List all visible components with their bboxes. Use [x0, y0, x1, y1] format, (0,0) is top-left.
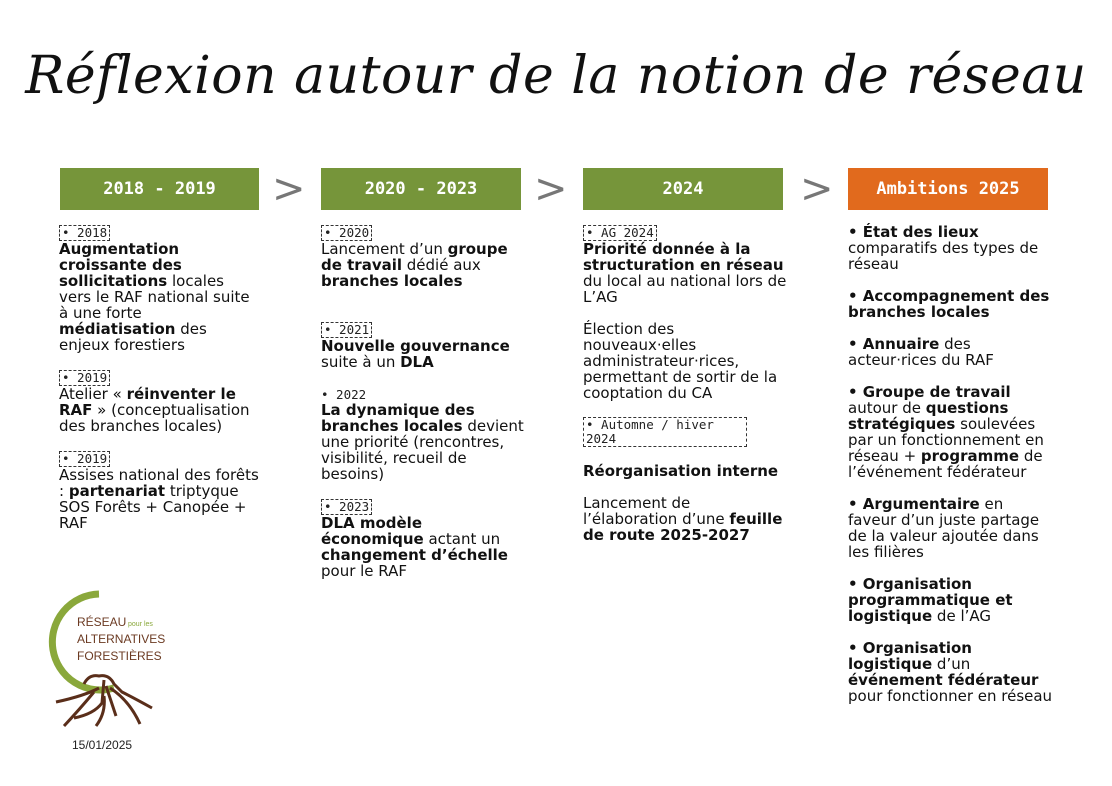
timeline-entry [59, 369, 259, 434]
year-tag: • 2019 [59, 370, 110, 386]
column-2018-2019 [59, 224, 259, 547]
timeline-entry [321, 321, 526, 370]
entry-text: de l’événement fédérateur [848, 447, 1043, 481]
entry-text: Lancement de l’élaboration d’une [583, 494, 730, 528]
entry-text: autour de [848, 399, 926, 417]
entry-text: suite à un [321, 353, 401, 371]
year-tag: • AG 2024 [583, 225, 657, 241]
entry-bold: réinventer le RAF [59, 385, 236, 419]
logo-line1: RÉSEAU [77, 615, 127, 629]
timeline-entry [321, 498, 526, 579]
ambition-item [848, 224, 1053, 272]
year-tag: • 2018 [59, 225, 110, 241]
entry-bold: • Groupe de travail [848, 383, 1011, 401]
year-tag: • 2020 [321, 225, 372, 241]
entry-text: actant un [423, 530, 501, 548]
entry-bold: Priorité donnée à la structuration en réseau [583, 240, 784, 274]
entry-text: de l’AG [932, 607, 991, 625]
header-2018-2019: 2018 - 2019 [60, 168, 259, 210]
timeline-entry [321, 224, 526, 289]
year-tag: • 2023 [321, 499, 372, 515]
entry-text: pour fonctionner en réseau [848, 687, 1053, 705]
entry-text: comparatifs des types de réseau [848, 239, 1039, 273]
entry-bold: branches locales [321, 272, 463, 290]
entry-bold: • État des lieux [848, 223, 979, 241]
column-ambitions-2025 [848, 224, 1053, 720]
entry-text: Atelier « [59, 385, 127, 403]
entry-text: du local au national lors de L’AG [583, 272, 787, 306]
entry-bold [583, 463, 788, 479]
entry-bold: • Argumentaire [848, 495, 980, 513]
year-tag: • 2022 [321, 387, 367, 402]
arrow-icon: > [800, 166, 834, 212]
entry-bold: • Accompagnement des branches locales [848, 287, 1050, 321]
timeline-entry [321, 386, 526, 482]
header-2024: 2024 [583, 168, 783, 210]
header-ambitions-2025: Ambitions 2025 [848, 168, 1048, 210]
entry-bold: La dynamique des branches locales [321, 401, 475, 435]
ambition-item [848, 336, 1053, 368]
page-title: Réflexion autour de la notion de réseau [25, 46, 1087, 106]
timeline-entry [59, 224, 259, 353]
entry-text: Assises national des forêts : [59, 466, 259, 500]
entry-text: Lancement d’un [321, 240, 448, 258]
logo-line2: ALTERNATIVES [77, 632, 166, 646]
entry-bold: • Annuaire [848, 335, 940, 353]
entry-bold: partenariat [68, 482, 166, 500]
entry-text: en faveur d’un juste partage de la valeur ajoutée dans les filières [848, 495, 1040, 561]
arrow-icon: > [534, 166, 568, 212]
entry-bold: programme [920, 447, 1020, 465]
timeline-entry [583, 495, 788, 543]
entry-bold: événement fédérateur [848, 671, 1039, 689]
timeline-entry [583, 224, 788, 305]
entry-text: pour le RAF [321, 562, 408, 580]
year-tag: • 2021 [321, 322, 372, 338]
entry-text: triptyque SOS Forêts + Canopée + RAF [59, 482, 247, 532]
ambition-item [848, 288, 1053, 320]
arrow-icon: > [272, 166, 306, 212]
year-tag: • 2019 [59, 451, 110, 467]
entry-bold: • Organisation programmatique et logistique [848, 575, 1013, 625]
entry-bold: groupe de travail [321, 240, 508, 274]
entry-bold: feuille de route 2025-2027 [583, 510, 783, 544]
timeline-entry [583, 417, 788, 447]
ambition-item [848, 496, 1053, 560]
ambition-item [848, 640, 1053, 704]
logo-line1-small: pour les [128, 621, 153, 628]
entry-text: devient une priorité (rencontres, visibilité, recueil de besoins) [321, 417, 524, 483]
entry-bold: Nouvelle gouvernance [321, 337, 510, 355]
entry-text: soulevées par un fonctionnement en réseau + [848, 415, 1044, 465]
entry-bold: changement d’échelle [321, 546, 508, 564]
entry-bold: DLA modèle économique [321, 514, 424, 548]
timeline-entry [59, 450, 259, 531]
entry-text: d’un [932, 655, 971, 673]
entry-bold: médiatisation [59, 320, 176, 338]
ambition-item [848, 384, 1053, 480]
entry-bold: questions stratégiques [848, 399, 1009, 433]
entry-text: locales vers le RAF national suite à une forte [59, 272, 250, 322]
ambition-item [848, 576, 1053, 624]
date-label: 15/01/2025 [72, 738, 133, 752]
entry-text: des enjeux forestiers [59, 320, 207, 354]
entry-paragraph: Élection des nouveaux·elles administrateur·rices, permettant de sortir de la cooptation du CA [583, 320, 778, 402]
column-2020-2023 [321, 224, 526, 595]
raf-logo [44, 588, 174, 728]
logo-line3: FORESTIÈRES [77, 649, 162, 663]
entry-bold: DLA [400, 353, 434, 371]
entry-bold: • Organisation logistique [848, 639, 972, 673]
entry-bold: Augmentation croissante des sollicitations [59, 240, 182, 290]
column-2024 [583, 224, 788, 559]
entry-text: dédié aux [402, 256, 481, 274]
season-tag: • Automne / hiver 2024 [583, 417, 747, 447]
entry-text: des acteur·rices du RAF [848, 335, 994, 369]
entry-text: » (conceptualisation des branches locales) [59, 401, 250, 435]
entry-bold: Réorganisation interne [583, 462, 779, 480]
header-2020-2023: 2020 - 2023 [321, 168, 521, 210]
